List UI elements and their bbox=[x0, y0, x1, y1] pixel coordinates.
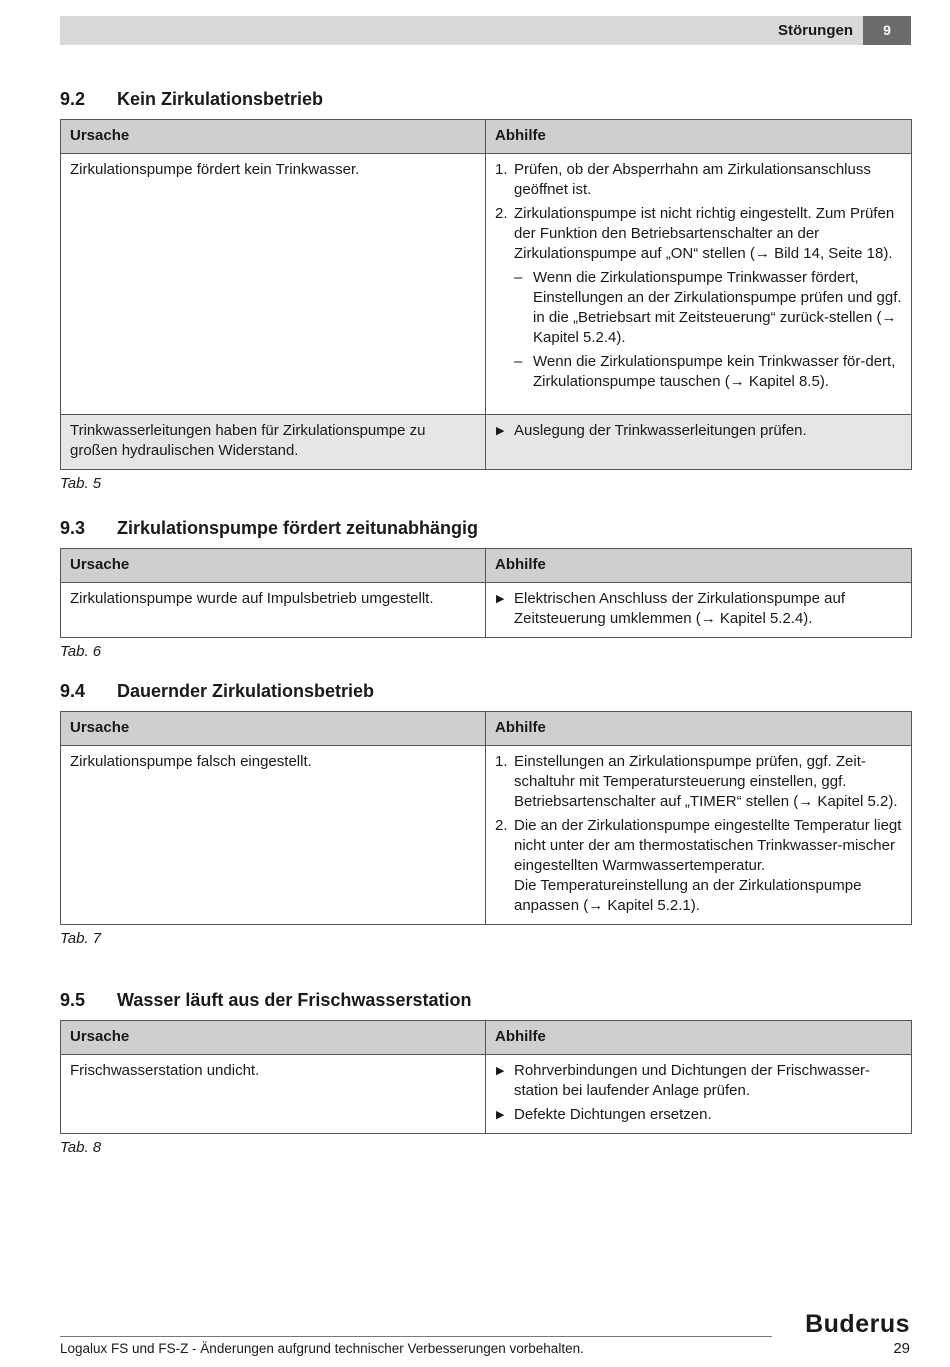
step-text: Einstellungen an Zirkulationspumpe prüfen, ggf. Zeit-schaltuhr mit Temperatursteuerung einstellen, ggf. Betriebsartenschalter auf „TIMER“ stellen (→ Kapitel 5.2). bbox=[514, 753, 898, 810]
section-title: Zirkulationspumpe fördert zeitunabhängig bbox=[117, 518, 479, 538]
column-header-remedy: Abhilfe bbox=[486, 549, 912, 583]
action-item bbox=[495, 589, 902, 629]
cause-cell: Zirkulationspumpe fördert kein Trinkwasser. bbox=[61, 154, 486, 415]
troubleshooting-table bbox=[60, 548, 912, 638]
cause-cell: Zirkulationspumpe falsch eingestellt. bbox=[61, 746, 486, 925]
section-title: Kein Zirkulationsbetrieb bbox=[117, 89, 324, 109]
column-header-cause: Ursache bbox=[61, 549, 486, 583]
column-header-remedy: Abhilfe bbox=[486, 712, 912, 746]
table-caption: Tab. 8 bbox=[60, 1139, 102, 1156]
step-text: Prüfen, ob der Absperrhahn am Zirkulationsanschluss geöffnet ist. bbox=[514, 161, 871, 198]
remedy-step bbox=[495, 204, 902, 392]
remedy-step bbox=[495, 752, 902, 812]
table-caption: Tab. 7 bbox=[60, 930, 102, 947]
dash-bullet-icon: – bbox=[514, 353, 523, 370]
table-header-row bbox=[61, 712, 912, 746]
table-header-row bbox=[61, 120, 912, 154]
chapter-title: Störungen bbox=[778, 22, 853, 39]
action-list bbox=[495, 421, 902, 441]
section-9-5 bbox=[60, 989, 911, 1158]
action-text: Defekte Dichtungen ersetzen. bbox=[514, 1106, 712, 1123]
troubleshooting-table bbox=[60, 1020, 912, 1134]
table-caption: Tab. 5 bbox=[60, 475, 102, 492]
step-text: Zirkulationspumpe ist nicht richtig eingestellt. Zum Prüfen der Funktion den Betriebsartenschalter an der Zirkulationspumpe auf „ON“ stellen (→ Bild 14, Seite 18). bbox=[514, 205, 895, 262]
troubleshooting-table bbox=[60, 711, 912, 925]
remedy-steps bbox=[495, 752, 902, 916]
section-9-2 bbox=[60, 88, 911, 494]
action-text: Auslegung der Trinkwasserleitungen prüfen. bbox=[514, 422, 807, 439]
section-heading bbox=[60, 517, 911, 539]
triangle-bullet-icon: ▶ bbox=[496, 425, 505, 437]
section-9-4 bbox=[60, 680, 911, 949]
action-text: Rohrverbindungen und Dichtungen der Frischwasser-station bei laufender Anlage prüfen. bbox=[514, 1062, 871, 1099]
remedy-cell bbox=[486, 1055, 912, 1134]
column-header-cause: Ursache bbox=[61, 120, 486, 154]
step-extra-text: Die Temperatureinstellung an der Zirkulationspumpe anpassen (→ Kapitel 5.2.1). bbox=[514, 877, 862, 914]
step-number: 1. bbox=[495, 753, 508, 770]
footer-divider bbox=[60, 1336, 772, 1337]
step-number: 2. bbox=[495, 817, 508, 834]
action-item bbox=[495, 421, 902, 441]
table-row bbox=[61, 154, 912, 415]
action-text: Elektrischen Anschluss der Zirkulationspumpe auf Zeitsteuerung umklemmen (→ Kapitel 5.2.4). bbox=[514, 590, 845, 627]
step-number: 2. bbox=[495, 205, 508, 222]
page-number: 29 bbox=[893, 1340, 910, 1357]
action-list bbox=[495, 1061, 902, 1125]
buderus-logo: Buderus bbox=[805, 1310, 910, 1338]
section-number: 9.3 bbox=[60, 518, 86, 538]
triangle-bullet-icon: ▶ bbox=[496, 1065, 505, 1077]
remedy-cell bbox=[486, 154, 912, 415]
section-heading bbox=[60, 989, 911, 1011]
section-heading bbox=[60, 88, 911, 110]
triangle-bullet-icon: ▶ bbox=[496, 593, 505, 605]
section-heading bbox=[60, 680, 911, 702]
action-item bbox=[495, 1105, 902, 1125]
triangle-bullet-icon: ▶ bbox=[496, 1109, 505, 1121]
table-header-row bbox=[61, 549, 912, 583]
column-header-remedy: Abhilfe bbox=[486, 120, 912, 154]
table-row bbox=[61, 1055, 912, 1134]
table-row bbox=[61, 415, 912, 470]
troubleshooting-table bbox=[60, 119, 912, 470]
remedy-step bbox=[495, 816, 902, 916]
action-item bbox=[495, 1061, 902, 1101]
sub-step bbox=[514, 268, 902, 348]
step-text: Die an der Zirkulationspumpe eingestellte Temperatur liegt nicht unter der am thermostatischen Trinkwasser-mischer eingestellten Warmwassertemperatur. bbox=[514, 817, 902, 874]
section-title: Dauernder Zirkulationsbetrieb bbox=[117, 681, 375, 701]
section-title: Wasser läuft aus der Frischwasserstation bbox=[117, 990, 472, 1010]
column-header-cause: Ursache bbox=[61, 1021, 486, 1055]
column-header-cause: Ursache bbox=[61, 712, 486, 746]
cause-cell: Zirkulationspumpe wurde auf Impulsbetrieb umgestellt. bbox=[61, 583, 486, 638]
page-header bbox=[60, 16, 911, 45]
footer-text: Logalux FS und FS-Z - Änderungen aufgrund technischer Verbesserungen vorbehalten. bbox=[60, 1341, 584, 1356]
sub-steps bbox=[514, 268, 902, 392]
table-header-row bbox=[61, 1021, 912, 1055]
cause-cell: Frischwasserstation undicht. bbox=[61, 1055, 486, 1134]
chapter-number: 9 bbox=[863, 16, 911, 45]
sub-step bbox=[514, 352, 902, 392]
section-number: 9.4 bbox=[60, 681, 86, 701]
sub-step-text: Wenn die Zirkulationspumpe Trinkwasser fördert, Einstellungen an der Zirkulationspumpe prüfen und ggf. in die „Betriebsart mit Zeitsteuerung“ zurück-stellen (→ Kapitel 5.2.4). bbox=[533, 269, 902, 346]
remedy-cell bbox=[486, 746, 912, 925]
section-number: 9.5 bbox=[60, 990, 86, 1010]
remedy-cell bbox=[486, 583, 912, 638]
section-9-3 bbox=[60, 517, 911, 662]
remedy-steps bbox=[495, 160, 902, 392]
table-caption: Tab. 6 bbox=[60, 643, 102, 660]
cause-cell: Trinkwasserleitungen haben für Zirkulationspumpe zu großen hydraulischen Widerstand. bbox=[61, 415, 486, 470]
table-row bbox=[61, 583, 912, 638]
dash-bullet-icon: – bbox=[514, 269, 523, 286]
section-number: 9.2 bbox=[60, 89, 86, 109]
sub-step-text: Wenn die Zirkulationspumpe kein Trinkwasser för-dert, Zirkulationspumpe tauschen (→ Kapitel 8.5). bbox=[533, 353, 896, 390]
table-row bbox=[61, 746, 912, 925]
action-list bbox=[495, 589, 902, 629]
column-header-remedy: Abhilfe bbox=[486, 1021, 912, 1055]
remedy-cell bbox=[486, 415, 912, 470]
remedy-step bbox=[495, 160, 902, 200]
step-number: 1. bbox=[495, 161, 508, 178]
